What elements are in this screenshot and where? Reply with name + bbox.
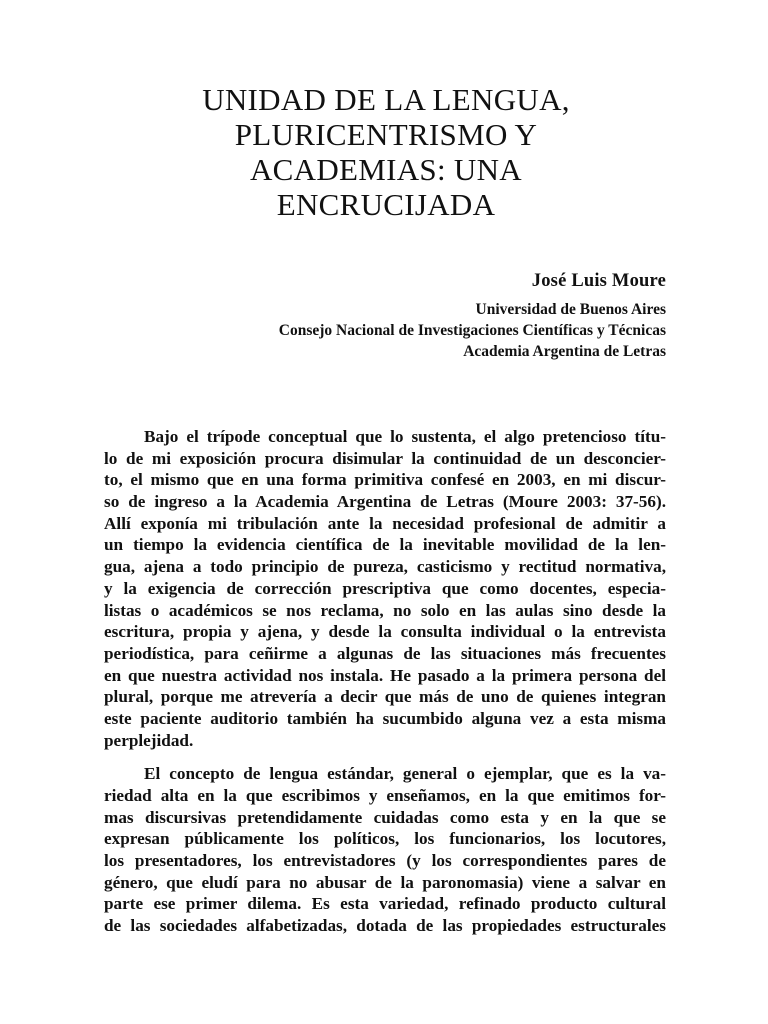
text-line: parte ese primer dilema. Es esta variedad, refinado producto cultural: [104, 894, 666, 914]
text-line: perplejidad.: [104, 730, 194, 750]
author-block: [279, 269, 666, 362]
text-line: lo de mi exposición procura disimular la continuidad de un desconcier-: [104, 448, 666, 468]
text-line: Bajo el trípode conceptual que lo sustenta, el algo pretencioso títu-: [144, 427, 666, 446]
text-line: to, el mismo que en una forma primitiva confesé en 2003, en mi discur-: [104, 470, 666, 490]
text-line: riedad alta en la que escribimos y enseñamos, en la que emitimos for-: [104, 786, 666, 805]
text-line: escritura, propia y ajena, y desde la consulta individual o la entrevista: [104, 622, 666, 642]
text-line: y la exigencia de corrección prescriptiva que como docentes, especia-: [104, 578, 666, 598]
affiliation: Universidad de Buenos Aires: [475, 301, 666, 318]
text-line: los presentadores, los entrevistadores (y los correspondientes pares de: [104, 851, 666, 871]
author-name: José Luis Moure: [531, 271, 666, 291]
paragraph: [104, 426, 666, 751]
text-line: de las sociedades alfabetizadas, dotada de las propiedades estructurales: [104, 916, 666, 936]
paragraph: [104, 763, 666, 937]
text-line: so de ingreso a la Academia Argentina de Letras (Moure 2003: 37-56).: [104, 492, 666, 512]
text-line: periodística, para ceñirme a algunas de las situaciones más frecuentes: [104, 643, 666, 663]
text-line: plural, porque me atrevería a decir que más de uno de quienes integran: [104, 687, 666, 707]
text-line: Allí exponía mi tribulación ante la necesidad profesional de admitir a: [104, 513, 666, 533]
title-line: ENCRUCIJADA: [276, 187, 496, 222]
article-title: [104, 82, 668, 222]
article-body: [104, 426, 666, 949]
title-line: UNIDAD DE LA LENGUA,: [202, 82, 570, 117]
affiliation: Academia Argentina de Letras: [463, 343, 666, 360]
title-line: ACADEMIAS: UNA: [249, 152, 522, 187]
text-line: expresan públicamente los políticos, los funcionarios, los locutores,: [104, 829, 666, 849]
affiliation: Consejo Nacional de Investigaciones Científicas y Técnicas: [278, 322, 666, 339]
text-line: género, que eludí para no abusar de la paronomasia) viene a salvar en: [104, 872, 666, 892]
text-line: un tiempo la evidencia científica de la inevitable movilidad de la len-: [104, 535, 666, 555]
text-line: este paciente auditorio también ha sucumbido alguna vez a esta misma: [104, 708, 666, 728]
text-line: en que nuestra actividad nos instala. He pasado a la primera persona del: [104, 665, 666, 685]
text-line: gua, ajena a todo principio de pureza, casticismo y rectitud normativa,: [104, 557, 666, 577]
text-line: El concepto de lengua estándar, general o ejemplar, que es la va-: [144, 764, 666, 784]
text-line: mas discursivas pretendidamente cuidadas como esta y en la que se: [104, 807, 666, 827]
text-line: listas o académicos se nos reclama, no solo en las aulas sino desde la: [104, 600, 666, 620]
title-line: PLURICENTRISMO Y: [234, 117, 538, 152]
